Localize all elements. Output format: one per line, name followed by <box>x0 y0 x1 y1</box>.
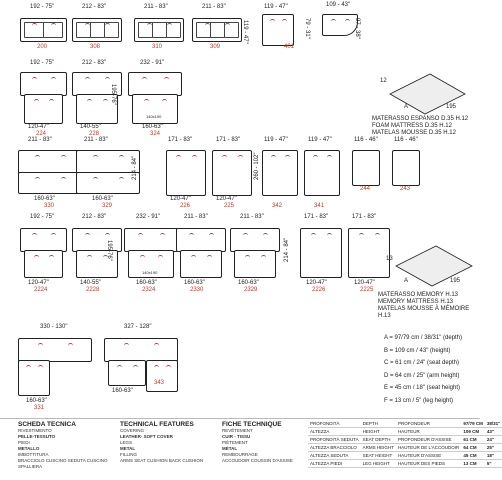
dim-label: 211 - 83" <box>144 4 168 10</box>
sofa-bed-324 <box>128 72 182 96</box>
sofa-225 <box>212 150 252 196</box>
dim-label: 160-63" <box>142 124 163 130</box>
corner-401 <box>262 14 294 46</box>
corner-342 <box>262 150 298 196</box>
label: REMBOURRAGE <box>222 452 258 457</box>
recliner-arrow-icon <box>34 255 39 259</box>
spec-cell: PROFONDEUR <box>396 420 461 428</box>
dim-label: 120-47" <box>216 196 237 202</box>
model-code: 309 <box>210 44 221 50</box>
dim-label: 211 - 83" <box>240 214 264 220</box>
recliner-arrow-icon <box>85 233 90 237</box>
dim-label: 119 - 47" <box>242 20 248 44</box>
mattress-length: 195 <box>450 278 461 284</box>
recliner-arrow-icon <box>124 343 129 347</box>
legend-b: B = 109 cm / 43" (height) <box>384 347 451 354</box>
dim-label: 212 - 83" <box>82 214 107 220</box>
spec-row <box>308 460 502 468</box>
spec-cell: 5" <box>485 460 502 468</box>
recliner-arrow-icon <box>144 99 149 103</box>
spec-cell: 45 CM <box>461 452 485 460</box>
dim-label: 160-63" <box>238 280 259 286</box>
spec-cell: PROFONDITÀ <box>308 420 361 428</box>
spec-cell: LEG HEIGHT <box>361 460 396 468</box>
bed-343 <box>108 360 146 386</box>
specs-en-header: TECHNICAL FEATURES <box>120 421 194 428</box>
spec-row <box>308 420 502 428</box>
dim-label: 120-47" <box>354 280 375 286</box>
spec-cell: ALTEZZA PIEDI <box>308 460 361 468</box>
chaise-244 <box>352 150 380 186</box>
label: SEAT CUSHION <box>134 458 168 463</box>
model-code: 2324 <box>142 287 156 293</box>
dim-label: 327 - 128" <box>124 324 152 330</box>
dim-label: 79 - 31" <box>304 18 310 39</box>
model-code: 341 <box>314 203 325 209</box>
spec-cell: HAUTEUR D'ASSISE <box>396 452 461 460</box>
model-code: 331 <box>34 405 45 411</box>
recliner-arrow-icon <box>35 155 40 159</box>
dim-label: 211 - 83" <box>184 214 208 220</box>
recliner-arrow-icon <box>154 365 159 369</box>
dim-label: 116 - 46" <box>394 137 418 143</box>
model-code: 244 <box>360 186 371 192</box>
recliner-arrow-icon <box>119 155 124 159</box>
specs-en <box>120 422 220 464</box>
dim-label: 160-63" <box>184 280 205 286</box>
recliner-arrow-icon <box>49 99 54 103</box>
recliner-arrow-icon <box>162 99 167 103</box>
bed-224 <box>24 94 63 124</box>
spec-cell: ALTEZZA BRACCIOLO <box>308 444 361 452</box>
dim-label: 212 - 83" <box>82 60 107 66</box>
memory-line3: MATELAS MOUSSE À MÉMOIRE H.13 <box>378 306 470 319</box>
memory-line1: MATERASSO MEMORY H.13 <box>378 292 459 298</box>
dim-label: 171 - 83" <box>216 137 241 143</box>
recliner-arrow-icon <box>154 343 159 347</box>
label: CUSCINO SEDUTA <box>45 458 86 463</box>
sofa-309 <box>192 18 242 42</box>
model-code: 329 <box>102 203 113 209</box>
dim-label: 116 - 46" <box>354 137 378 143</box>
recliner-arrow-icon <box>160 233 165 237</box>
sofa-bed-2324 <box>124 228 178 252</box>
dim-label: 192 - 75" <box>30 60 55 66</box>
sofa-2225 <box>348 228 390 278</box>
spec-cell: HAUTEUR <box>396 428 461 436</box>
recliner-arrow-icon <box>138 233 143 237</box>
recliner-arrow-icon <box>87 99 92 103</box>
recliner-arrow-icon <box>243 233 248 237</box>
recliner-arrow-icon <box>85 77 90 81</box>
spec-cell: PROFONDEUR D'ASSISE <box>396 436 461 444</box>
dim-label: 140-55" <box>80 124 101 130</box>
chaise-330 <box>18 172 82 194</box>
mattress-height: 12 <box>380 78 387 84</box>
recliner-arrow-icon <box>68 343 73 347</box>
recliner-arrow-icon <box>103 99 108 103</box>
spec-row <box>308 444 502 452</box>
recliner-arrow-icon <box>167 23 172 27</box>
model-code: 324 <box>150 131 161 137</box>
recliner-arrow-icon <box>105 77 110 81</box>
mattress-length: 195 <box>446 104 457 110</box>
dim-label: 119 - 47" <box>264 137 288 143</box>
recliner-arrow-icon <box>117 365 122 369</box>
recliner-arrow-icon <box>327 155 332 159</box>
dim-label: 211 - 83" <box>28 137 52 143</box>
recliner-arrow-icon <box>93 177 98 181</box>
label: PIÈTEMENT <box>222 440 248 445</box>
spec-cell: 109 CM <box>461 428 485 436</box>
model-code: 2330 <box>190 287 204 293</box>
spec-cell: ALTEZZA <box>308 428 361 436</box>
label: ACCOUDOIR <box>222 458 250 463</box>
model-code: 308 <box>90 44 101 50</box>
model-code: 342 <box>272 203 283 209</box>
recliner-arrow-icon <box>205 23 210 27</box>
recliner-arrow-icon <box>32 233 37 237</box>
mattress-a: A <box>404 278 409 284</box>
spec-row <box>308 436 502 444</box>
sofa-226 <box>166 150 206 196</box>
label: COVERING <box>120 428 145 433</box>
dim-label: 140-55" <box>80 280 101 286</box>
sofa-bed-2224 <box>20 228 67 252</box>
sofa-2226 <box>300 228 342 278</box>
recliner-arrow-icon <box>93 155 98 159</box>
label: BRACCIOLO <box>18 458 45 463</box>
bed-2330 <box>180 250 222 278</box>
recliner-arrow-icon <box>192 155 197 159</box>
spec-cell: 25" <box>485 444 502 452</box>
corner-sofa-343 <box>104 338 178 362</box>
recliner-arrow-icon <box>375 233 380 237</box>
recliner-arrow-icon <box>105 233 110 237</box>
dim-label: 120-47" <box>28 124 49 130</box>
spec-cell: 43" <box>485 428 502 436</box>
dim-label: 211 - 83" <box>202 4 226 10</box>
recliner-arrow-icon <box>133 365 138 369</box>
model-code: 243 <box>400 186 411 192</box>
recliner-arrow-icon <box>331 19 336 23</box>
recliner-arrow-icon <box>222 155 227 159</box>
dim-label: 171 - 83" <box>352 214 377 220</box>
sofa-2330 <box>176 228 226 252</box>
dim-label: 160-63" <box>92 196 113 202</box>
model-code: 224 <box>36 131 47 137</box>
label: BACK CUSHION <box>168 458 204 463</box>
recliner-arrow-icon <box>140 255 145 259</box>
dim-label: 192 - 75" <box>30 214 55 220</box>
memory-line2: MEMORY MATTRESS H.13 <box>378 299 454 305</box>
recliner-arrow-icon <box>164 77 169 81</box>
spec-cell: 24" <box>485 436 502 444</box>
label: FILLING <box>120 452 138 457</box>
bed-324 <box>132 94 178 124</box>
recliner-arrow-icon <box>61 155 66 159</box>
dim-label: 330 - 130" <box>40 324 68 330</box>
bed-note: 140x190 <box>146 114 162 119</box>
recliner-arrow-icon <box>282 19 287 23</box>
recliner-arrow-icon <box>263 233 268 237</box>
recliner-arrow-icon <box>34 99 39 103</box>
recliner-arrow-icon <box>38 365 43 369</box>
label: CUSCINO SPALLIERA <box>18 458 108 469</box>
recliner-arrow-icon <box>51 233 56 237</box>
dim-label: 120-47" <box>170 196 191 202</box>
dim-label: 232 - 91" <box>136 214 161 220</box>
model-code: 401 <box>284 44 295 50</box>
spec-row <box>308 428 502 436</box>
recliner-arrow-icon <box>51 77 56 81</box>
recliner-arrow-icon <box>49 255 54 259</box>
spec-cell: ARMS HEIGHT <box>362 445 394 450</box>
model-code: 310 <box>152 44 163 50</box>
chaise-243 <box>392 150 420 186</box>
sofa-bed-2228 <box>72 228 122 252</box>
model-code: 330 <box>44 203 55 209</box>
model-code: 2329 <box>244 287 258 293</box>
recliner-arrow-icon <box>359 233 364 237</box>
label: COUSSIN D'ASSISE <box>250 458 293 463</box>
dimension-legend <box>384 332 462 407</box>
value: MÉTAL <box>222 446 238 451</box>
height-dim: 260 - 102" <box>254 152 260 180</box>
dim-label: 119 - 47" <box>308 137 332 143</box>
recliner-arrow-icon <box>191 255 196 259</box>
dim-label: 160-63" <box>34 196 55 202</box>
height-dim: 214 - 84" <box>132 155 138 180</box>
dim-label: 120-47" <box>28 280 49 286</box>
recliner-arrow-icon <box>158 255 163 259</box>
dim-label: 109 - 43" <box>326 2 351 8</box>
model-code: 200 <box>37 44 48 50</box>
model-code: 2228 <box>86 287 100 293</box>
memory-label <box>378 292 480 320</box>
dim-label: 195-76" <box>106 240 112 261</box>
dim-label: 171 - 83" <box>304 214 329 220</box>
model-code: 2225 <box>360 287 374 293</box>
sofa-200 <box>20 18 67 42</box>
dim-label: 195-76" <box>110 84 116 105</box>
sofa-bed-224 <box>20 72 67 96</box>
sofa-308 <box>72 18 122 42</box>
recliner-arrow-icon <box>176 155 181 159</box>
spec-cell: SEAT DEPTH <box>361 436 396 444</box>
height-dim: 214 - 84" <box>284 237 290 262</box>
recliner-arrow-icon <box>85 23 90 27</box>
dim-label: 160-63" <box>26 398 47 404</box>
value: METAL <box>120 446 136 451</box>
model-code: 2226 <box>312 287 326 293</box>
foam-line3: MATELAS MOUSSE D.35 H.12 <box>372 130 456 136</box>
bed-2224 <box>24 250 63 278</box>
recliner-arrow-icon <box>189 233 194 237</box>
sofa-329 <box>76 150 140 174</box>
spec-cell: HAUTEUR DE L'ACCOUDOIR <box>397 445 460 450</box>
corner-chaise-331 <box>18 360 50 396</box>
label: LEGS <box>120 440 133 445</box>
recliner-arrow-icon <box>26 365 31 369</box>
spec-cell: 97/79 CM <box>463 421 483 426</box>
spec-cell: ALTEZZA SEDUTA <box>308 452 361 460</box>
spec-cell: PROFONDITÀ SEDUTA <box>310 437 359 442</box>
foam-label <box>372 116 468 137</box>
label: PIEDI <box>18 440 30 445</box>
recliner-arrow-icon <box>32 77 37 81</box>
spec-cell: 38/31" <box>486 421 501 426</box>
dimensions-table <box>308 420 502 468</box>
sofa-330 <box>18 150 82 174</box>
model-code: 225 <box>224 203 235 209</box>
recliner-arrow-icon <box>245 255 250 259</box>
recliner-arrow-icon <box>35 177 40 181</box>
value: METALLO <box>18 446 40 451</box>
recliner-arrow-icon <box>61 177 66 181</box>
legend-c: C = 61 cm / 24" (seat depth) <box>384 360 459 366</box>
bed-note: 140x190 <box>142 270 158 275</box>
value: CUIR - TISSU <box>222 434 251 439</box>
recliner-arrow-icon <box>105 23 110 27</box>
mattress-drawing <box>380 64 470 116</box>
specs-it <box>18 422 118 470</box>
mattress-a: A <box>404 104 409 110</box>
recliner-arrow-icon <box>285 155 290 159</box>
model-code: 226 <box>180 203 191 209</box>
recliner-arrow-icon <box>142 77 147 81</box>
model-code: 343 <box>154 380 165 386</box>
recliner-arrow-icon <box>313 155 318 159</box>
mattress-height: 13 <box>386 256 393 262</box>
legend-e: E = 45 cm / 18" (seat height) <box>384 385 461 391</box>
recliner-arrow-icon <box>270 19 275 23</box>
recliner-arrow-icon <box>311 233 316 237</box>
specs-fr <box>222 422 308 464</box>
corner-chaise-343 <box>146 360 178 392</box>
corner-341 <box>304 150 340 196</box>
recliner-arrow-icon <box>166 365 171 369</box>
recliner-arrow-icon <box>38 343 43 347</box>
recliner-arrow-icon <box>119 177 124 181</box>
model-code: 2224 <box>34 287 48 293</box>
recliner-arrow-icon <box>345 19 350 23</box>
dim-label: 160-63" <box>112 388 133 394</box>
model-code: 228 <box>89 131 100 137</box>
dim-label: 120-47" <box>306 280 327 286</box>
pouf <box>322 14 358 36</box>
legend-d: D = 64 cm / 25" (arm height) <box>384 372 460 379</box>
corner-sofa-331 <box>18 338 92 362</box>
dim-label: 212 - 83" <box>82 4 107 10</box>
bed-2329 <box>234 250 276 278</box>
label: REVÊTEMENT <box>222 428 253 433</box>
dim-label: 97 - 38" <box>354 18 360 39</box>
label: IMBOTTITURA <box>18 452 49 457</box>
spec-cell: 18" <box>485 452 502 460</box>
spec-cell: SEAT HEIGHT <box>361 452 396 460</box>
spec-cell: 61 CM <box>461 436 485 444</box>
memory-mattress-drawing <box>388 236 476 288</box>
chaise-329 <box>76 172 140 194</box>
spec-cell: HAUTEUR DES PIEDS <box>396 460 461 468</box>
recliner-arrow-icon <box>327 233 332 237</box>
recliner-arrow-icon <box>207 255 212 259</box>
recliner-arrow-icon <box>209 233 214 237</box>
dim-label: 232 - 91" <box>140 60 165 66</box>
spec-row <box>308 452 502 460</box>
recliner-arrow-icon <box>261 255 266 259</box>
recliner-arrow-icon <box>32 23 37 27</box>
spec-cell: DEPTH <box>361 420 396 428</box>
spec-cell: HEIGHT <box>361 428 396 436</box>
dim-label: 119 - 47" <box>264 4 288 10</box>
dim-label: 171 - 83" <box>168 137 193 143</box>
specs-it-header: SCHEDA TECNICA <box>18 421 76 428</box>
label: ARMS <box>120 458 134 463</box>
specs-fr-header: FICHE TECHNIQUE <box>222 421 282 428</box>
recliner-arrow-icon <box>271 155 276 159</box>
foam-line2: FOAM MATTRESS D.35 H.12 <box>372 123 452 129</box>
recliner-arrow-icon <box>87 255 92 259</box>
recliner-arrow-icon <box>51 23 56 27</box>
sofa-310 <box>134 18 184 42</box>
dim-label: 211 - 83" <box>84 137 108 143</box>
legend-f: F = 13 cm / 5" (leg height) <box>384 397 453 404</box>
recliner-arrow-icon <box>238 155 243 159</box>
value: LEATHER- SOFT COVER <box>120 434 173 439</box>
foam-line1: MATERASSO ESPANSO D.35 H.12 <box>372 116 469 122</box>
sofa-2329 <box>230 228 280 252</box>
spec-cell: 13 CM <box>461 460 485 468</box>
label: RIVESTIMENTO <box>18 428 52 433</box>
recliner-arrow-icon <box>147 23 152 27</box>
dim-label: 160-63" <box>136 280 157 286</box>
dim-label: 192 - 75" <box>30 4 55 10</box>
value: PELLE-TESSUTO <box>18 434 56 439</box>
spec-cell: 64 CM <box>461 444 485 452</box>
legend-a: A = 97/79 cm / 38/31" (depth) <box>384 335 463 341</box>
recliner-arrow-icon <box>225 23 230 27</box>
